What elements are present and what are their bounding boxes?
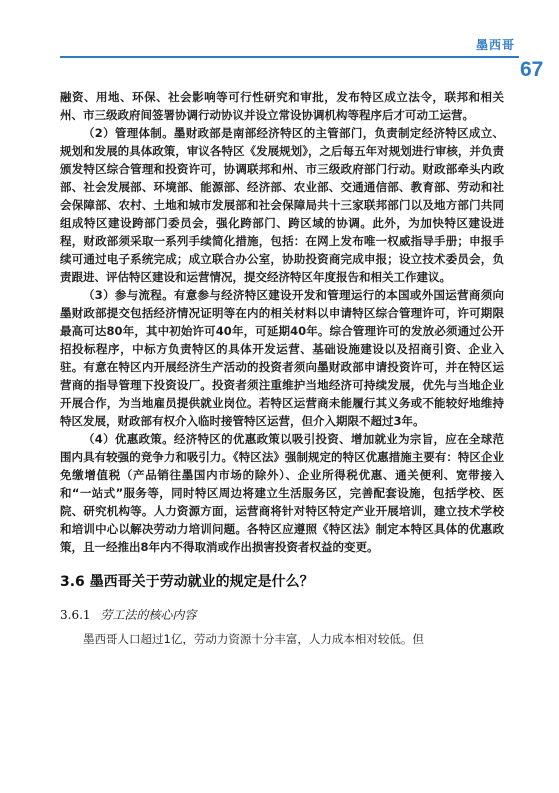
page-number: 67 (520, 58, 544, 81)
subsection-title: 劳工法的核心内容 (100, 608, 197, 622)
section-number: 3.6 (60, 574, 85, 590)
section-heading (60, 572, 504, 592)
paragraph-continued: 融资、用地、环保、社会影响等可行性研究和审批，发布特区成立法令，联邦和相关州、市三级政府间签署协调行动协议并设立常设协调机构等程序后才可动工运营。 (60, 90, 504, 122)
page-header (60, 30, 519, 58)
subsection-number: 3.6.1 (60, 608, 91, 622)
paragraph-management-system: （2）管理体制。墨财政部是南部经济特区的主管部门，负责制定经济特区成立、规划和发展的具体政策，审议各特区《发展规划》，之后每五年对规划进行审核，并负责颁发特区综合管理和投资许可，协调联邦和州、市三级政府部门行动。财政部牵头内政部、社会发展部、环境部、能源部、经济部、农业部、交通通信部、教育部、劳动和社会保障部、农村、土地和城市发展部和社会保障局共十三家联邦部门以及地方部门共同组成特区建设跨部门委员会，强化跨部门、跨区域的协调。此外，为加快特区建设进程，财政部须采取一系列手续简化措施，包括：在网上发布唯一权威指导手册；申报手续可通过电子系统完成；成立联合办公室，协助投资商完成申报；设立技术委员会，负责跟进、评估特区建设和运营情况，提交经济特区年度报告和相关工作建议。 (60, 126, 504, 284)
paragraph-preferential-policy: （4）优惠政策。经济特区的优惠政策以吸引投资、增加就业为宗旨，应在全球范围内具有较强的竞争力和吸引力。《特区法》强制规定的特区优惠措施主要有：特区企业免缴增值税（产品销往墨国内市场的除外）、企业所得税优惠、通关便利、宽带接入和“一站式”服务等，同时特区周边将建立生活服务区，完善配套设施，包括学校、医院、研究机构等。人力资源方面，运营商将针对特区特定产业开展培训，建立技术学校和培训中心以解决劳动力培训问题。各特区应遵照《特区法》制定本特区具体的优惠政策，且一经推出8年内不得取消或作出损害投资者权益的变更。 (60, 432, 504, 554)
document-body (60, 88, 504, 648)
section-title: 墨西哥关于劳动就业的规定是什么？ (89, 574, 314, 590)
paragraph-labor-intro: 墨西哥人口超过1亿，劳动力资源十分丰富，人力成本相对较低。但 (83, 632, 424, 646)
paragraph-participation-process: （3）参与流程。有意参与经济特区建设开发和管理运行的本国或外国运营商须向墨财政部提交包括经济情况证明等在内的相关材料以申请特区综合管理许可，许可期限最高可达80年，其中初始许可40年，可延期40年。综合管理许可的发放必须通过公开招投标程序，中标方负责特区的具体开发运营、基础设施建设以及招商引资、企业入驻。有意在特区内开展经济生产活动的投资者须向墨财政部申请投资许可，并在特区运营商的指导管理下投资设厂。投资者须注重维护当地经济可持续发展，优先与当地企业开展合作，为当地雇员提供就业岗位。若特区运营商未能履行其义务或不能较好地维持特区发展，财政部有权介入临时接管特区运营，但介入期限不超过3年。 (60, 288, 504, 428)
header-country-label: 墨西哥 (475, 38, 515, 52)
subsection-heading (60, 606, 504, 624)
